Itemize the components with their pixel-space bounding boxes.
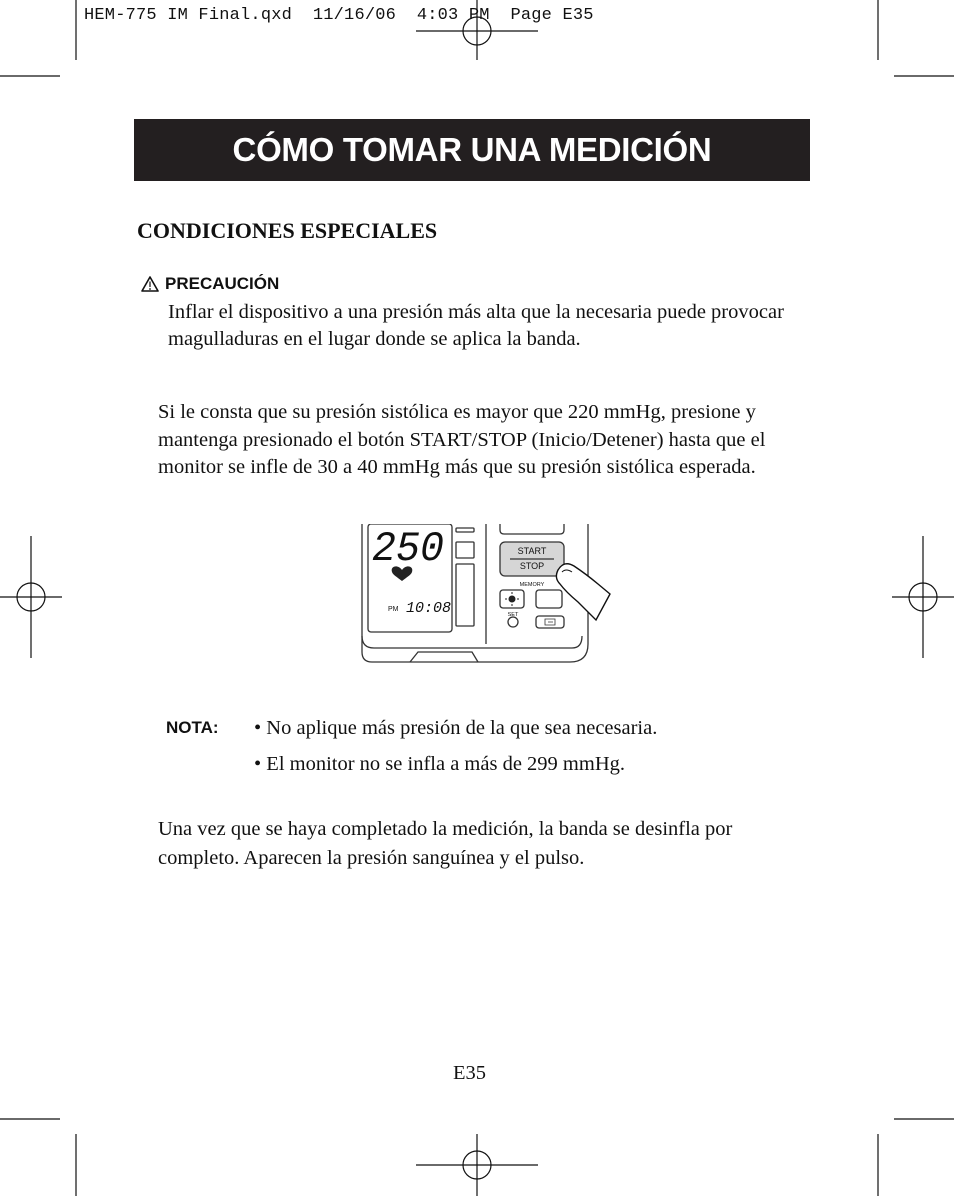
moon-icon xyxy=(544,594,554,605)
card-icon xyxy=(545,619,555,625)
caution-label: PRECAUCIÓN xyxy=(165,274,280,293)
section-heading: CONDICIONES ESPECIALES xyxy=(137,218,438,243)
caution-heading xyxy=(141,274,279,294)
note-item-1: • No aplique más presión de la que sea necesaria. xyxy=(254,717,658,739)
printer-slug: HEM-775 IM Final.qxd 11/16/06 4:03 PM Page E35 xyxy=(84,6,594,25)
caution-text: Inflar el dispositivo a una presión más alta que la necesaria puede provocar magulladuras en el lugar donde se aplica la banda. xyxy=(168,301,784,350)
page-title: CÓMO TOMAR UNA MEDICIÓN xyxy=(232,131,712,168)
stop-label: STOP xyxy=(519,561,545,571)
memory-label: MEMORY xyxy=(519,582,545,588)
final-paragraph: Una vez que se haya completado la medición, la banda se desinfla por completo. Aparecen la presión sanguínea y el pulso. xyxy=(158,818,733,869)
note-item-2: • El monitor no se infla a más de 299 mmHg. xyxy=(254,753,625,775)
page-number: E35 xyxy=(453,1062,487,1084)
warning-triangle-icon xyxy=(141,276,159,292)
monitor-illustration xyxy=(360,524,620,666)
lcd-am-pm: PM xyxy=(388,606,399,613)
lcd-time: 10:08 xyxy=(406,600,452,617)
finger-icon xyxy=(556,564,610,620)
start-label: START xyxy=(517,546,547,556)
lcd-pressure-value: 250 xyxy=(372,525,444,573)
note-label: NOTA: xyxy=(166,718,219,737)
set-label: SET xyxy=(507,612,519,618)
sun-icon xyxy=(505,592,519,606)
body-paragraph: Si le consta que su presión sistólica es mayor que 220 mmHg, presione y mantenga presionado el botón START/STOP (Inicio/Detener) hasta que el monitor se infle de 30 a 40 mmHg más que su presión sistólica esperada. xyxy=(158,401,766,478)
title-banner xyxy=(134,119,810,181)
